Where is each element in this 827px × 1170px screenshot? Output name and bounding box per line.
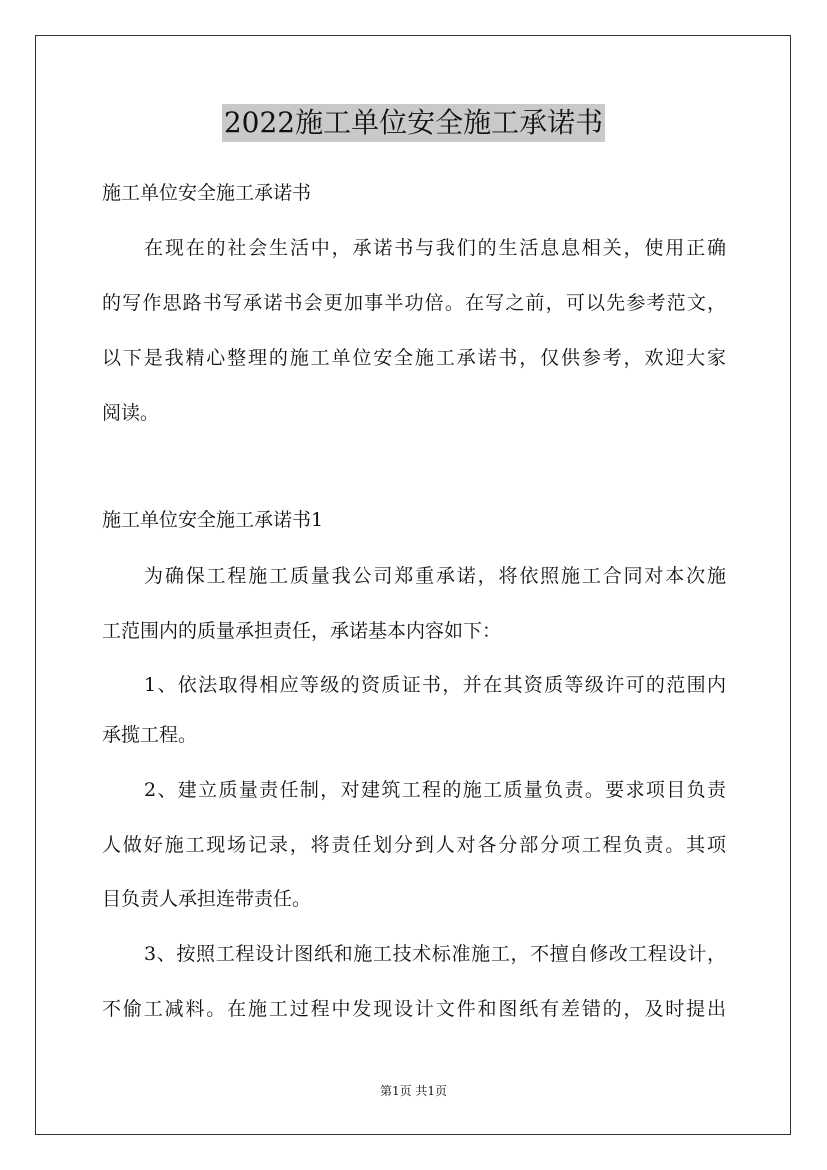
paragraph-line: 工范围内的质量承担责任，承诺基本内容如下：: [102, 620, 502, 642]
page-footer: 第1页 共1页: [379, 1084, 448, 1098]
paragraph-line: 为确保工程施工质量我公司郑重承诺，将依照施工合同对本次施: [144, 565, 726, 587]
paragraph-line: 承揽工程。: [102, 724, 198, 746]
paragraph-line: 1、依法取得相应等级的资质证书，并在其资质等级许可的范围内: [144, 674, 726, 696]
section-heading: 施工单位安全施工承诺书: [102, 182, 312, 204]
paragraph-line: 以下是我精心整理的施工单位安全施工承诺书，仅供参考，欢迎大家: [102, 347, 726, 369]
paragraph-line: 的写作思路书写承诺书会更加事半功倍。在写之前，可以先参考范文，: [102, 292, 726, 314]
paragraph-line: 人做好施工现场记录，将责任划分到人对各分部分项工程负责。其项: [102, 834, 726, 856]
paragraph-line: 3、按照工程设计图纸和施工技术标准施工，不擅自修改工程设计，: [144, 943, 726, 965]
paragraph-line: 目负责人承担连带责任。: [102, 888, 312, 910]
title-container: [0, 104, 827, 142]
paragraph-line: 在现在的社会生活中，承诺书与我们的生活息息相关，使用正确: [144, 237, 726, 259]
section-heading: 施工单位安全施工承诺书1: [102, 509, 324, 531]
paragraph-line: 不偷工减料。在施工过程中发现设计文件和图纸有差错的，及时提出: [102, 998, 726, 1020]
paragraph-line: 2、建立质量责任制，对建筑工程的施工质量负责。要求项目负责: [144, 779, 726, 801]
document-title: 2022施工单位安全施工承诺书: [222, 104, 605, 142]
paragraph-line: 阅读。: [102, 402, 160, 424]
